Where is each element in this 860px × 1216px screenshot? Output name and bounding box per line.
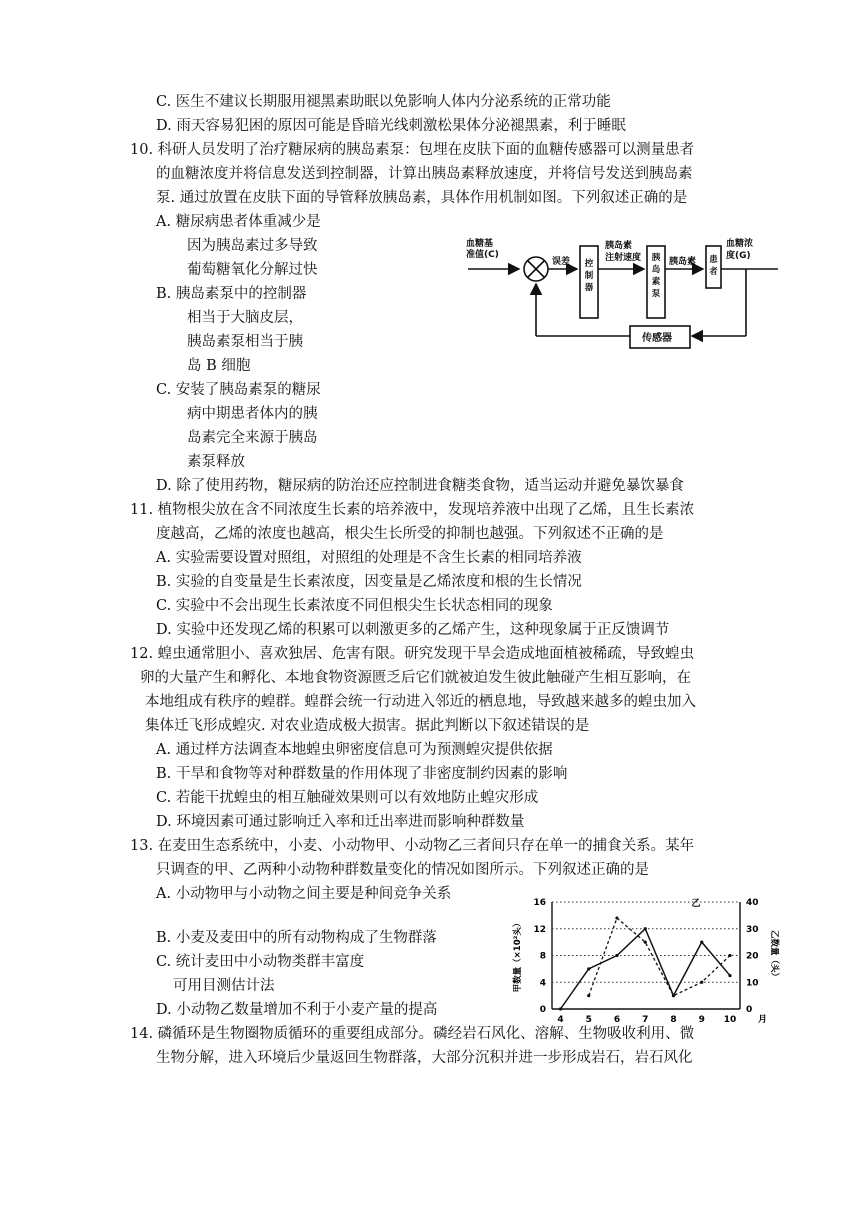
text-line: 生物分解，进入环境后少量返回生物群落，大部分沉积并进一步形成岩石，岩石风化 xyxy=(156,1050,693,1066)
text-line: B. 实验的自变量是生长素浓度，因变量是乙烯浓度和根的生长情况 xyxy=(156,574,582,590)
data-point-甲 xyxy=(644,927,647,930)
y2-tick-label: 0 xyxy=(746,1005,753,1015)
text-line: 病中期患者体内的胰 xyxy=(187,406,318,422)
text-line: 11. 植物根尖放在含不同浓度生长素的培养液中，发现培养液中出现了乙烯，且生长素浓 xyxy=(130,502,695,518)
patient-label: 患者 xyxy=(709,255,718,277)
y2-tick-label: 20 xyxy=(746,951,759,962)
series-line-乙 xyxy=(589,918,730,996)
text-line: A. 实验需要设置对照组，对照组的处理是不含生长素的相同培养液 xyxy=(156,550,582,566)
x-tick-label: 6 xyxy=(613,1015,621,1025)
data-point-乙 xyxy=(644,941,647,944)
text-line: 度越高，乙烯的浓度也越高，根尖生长所受的抑制也越强。下列叙述不正确的是 xyxy=(156,526,664,542)
data-point-乙 xyxy=(587,994,590,997)
y2-tick-label: 40 xyxy=(746,898,759,908)
x-unit-label: 月 xyxy=(758,1015,768,1025)
text-line: D. 实验中还发现乙烯的积累可以刺激更多的乙烯产生，这种现象属于正反馈调节 xyxy=(156,622,670,638)
y-tick-label: 12 xyxy=(533,924,546,935)
text-line: 相当于大脑皮层， xyxy=(187,310,303,326)
text-line: 只调查的甲、乙两种小动物种群数量变化的情况如图所示。下列叙述正确的是 xyxy=(156,862,649,878)
data-point-乙 xyxy=(672,994,675,997)
output-label-1: 血糖浓 xyxy=(726,239,754,249)
data-point-甲 xyxy=(615,954,618,957)
insulin-label: 胰岛素 xyxy=(669,257,697,267)
x-tick-label: 9 xyxy=(698,1015,705,1025)
data-point-乙 xyxy=(700,981,703,984)
y-tick-label: 4 xyxy=(539,978,546,989)
y-axis-title: 甲数量（×10²头） xyxy=(513,918,523,993)
text-line: C. 医生不建议长期服用褪黑素助眠以免影响人体内分泌系统的正常功能 xyxy=(156,94,611,110)
text-line: 因为胰岛素过多导致 xyxy=(187,238,318,254)
text-line: 14. 磷循环是生物圈物质循环的重要组成部分。磷经岩石风化、溶解、生物吸收利用、微 xyxy=(130,1026,695,1042)
y2-tick-label: 30 xyxy=(746,924,759,935)
text-line: 12. 蝗虫通常胆小、喜欢独居、危害有限。研究发现干旱会造成地面植被稀疏，导致蝗虫 xyxy=(130,646,695,662)
text-line: D. 环境因素可通过影响迁入率和迁出率进而影响种群数量 xyxy=(156,814,525,830)
controller-label: 控制器 xyxy=(584,259,594,293)
data-point-甲 xyxy=(728,974,731,977)
text-line: 13. 在麦田生态系统中，小麦、小动物甲、小动物乙三者间只存在单一的捕食关系。某年 xyxy=(130,838,695,854)
text-line: 本地组成有秩序的蝗群。蝗群会统一行动进入邻近的栖息地，导致越来越多的蝗虫加入 xyxy=(145,694,696,710)
pump-label: 胰岛素泵 xyxy=(651,253,661,299)
text-line: 岛 B 细胞 xyxy=(187,358,251,374)
text-line: 泵. 通过放置在皮肤下面的导管释放胰岛素，具体作用机制如图。下列叙述正确的是 xyxy=(156,190,688,206)
text-line: A. 小动物甲与小动物之间主要是种间竞争关系 xyxy=(156,886,452,902)
text-line: 集体迁飞形成蝗灾. 对农业造成极大损害。据此判断以下叙述错误的是 xyxy=(145,718,590,734)
text-line: B. 干旱和食物等对种群数量的作用体现了非密度制约因素的影响 xyxy=(156,766,568,782)
text-line: D. 小动物乙数量增加不利于小麦产量的提高 xyxy=(156,1002,438,1018)
text-line: A. 通过样方法调查本地蝗虫卵密度信息可为预测蝗灾提供依据 xyxy=(156,742,553,758)
y-tick-label: 0 xyxy=(539,1005,546,1015)
input-label-1: 血糖基 xyxy=(466,239,494,249)
text-line: A. 糖尿病患者体重减少是 xyxy=(156,214,321,230)
text-line: 10. 科研人员发明了治疗糖尿病的胰岛素泵：包埋在皮肤下面的血糖传感器可以测量患者 xyxy=(130,142,695,158)
data-point-乙 xyxy=(728,954,731,957)
x-tick-label: 10 xyxy=(723,1015,737,1025)
data-point-甲 xyxy=(587,967,590,970)
rate-label-2: 注射速度 xyxy=(605,253,642,263)
text-line: 的血糖浓度并将信息发送到控制器，计算出胰岛素释放速度，并将信号发送到胰岛素 xyxy=(156,166,693,182)
text-line: B. 小麦及麦田中的所有动物构成了生物群落 xyxy=(156,930,437,946)
x-tick-label: 4 xyxy=(557,1015,564,1025)
vertical-box-labels xyxy=(584,252,719,299)
text-line: C. 统计麦田中小动物类群丰富度 xyxy=(156,954,365,970)
text-line: C. 安装了胰岛素泵的糖尿 xyxy=(156,382,321,398)
x-tick-label: 5 xyxy=(585,1015,592,1025)
text-line: 可用目测估计法 xyxy=(173,978,275,994)
x-tick-label: 7 xyxy=(642,1015,649,1025)
text-line: C. 实验中不会出现生长素浓度不同但根尖生长状态相同的现象 xyxy=(156,598,553,614)
text-line: 胰岛素泵相当于胰 xyxy=(187,334,303,350)
sensor-label: 传感器 xyxy=(642,333,672,344)
text-line: D. 雨天容易犯困的原因可能是昏暗光线刺激松果体分泌褪黑素，利于睡眠 xyxy=(156,118,626,134)
text-line: 岛素完全来源于胰岛 xyxy=(187,430,318,446)
y2-tick-label: 10 xyxy=(746,978,759,989)
text-line: 素泵释放 xyxy=(187,454,245,470)
series-label-乙: 乙 xyxy=(691,899,701,909)
output-label-2: 度(G) xyxy=(726,251,751,261)
text-line: 卵的大量产生和孵化、本地食物资源匮乏后它们就被迫发生彼此触碰产生相互影响，在 xyxy=(140,670,691,686)
x-tick-label: 8 xyxy=(670,1015,677,1025)
text-line: B. 胰岛素泵中的控制器 xyxy=(156,286,307,302)
error-label: 误差 xyxy=(552,257,571,267)
rate-label-1: 胰岛素 xyxy=(605,241,633,251)
text-line: C. 若能干扰蝗虫的相互触碰效果则可以有效地防止蝗灾形成 xyxy=(156,790,539,806)
population-chart xyxy=(508,892,780,1034)
data-point-乙 xyxy=(615,916,618,919)
y-tick-label: 16 xyxy=(533,898,546,908)
text-line: D. 除了使用药物，糖尿病的防治还应控制进食糖类食物，适当运动并避免暴饮暴食 xyxy=(156,478,684,494)
y-tick-label: 8 xyxy=(539,951,546,962)
data-point-甲 xyxy=(700,941,703,944)
data-point-甲 xyxy=(559,1007,562,1010)
input-label-2: 准值(C) xyxy=(466,250,499,260)
y2-axis-title: 乙数量（头） xyxy=(769,929,779,982)
text-line: 葡萄糖氧化分解过快 xyxy=(187,262,318,278)
insulin-pump-diagram xyxy=(464,232,784,357)
